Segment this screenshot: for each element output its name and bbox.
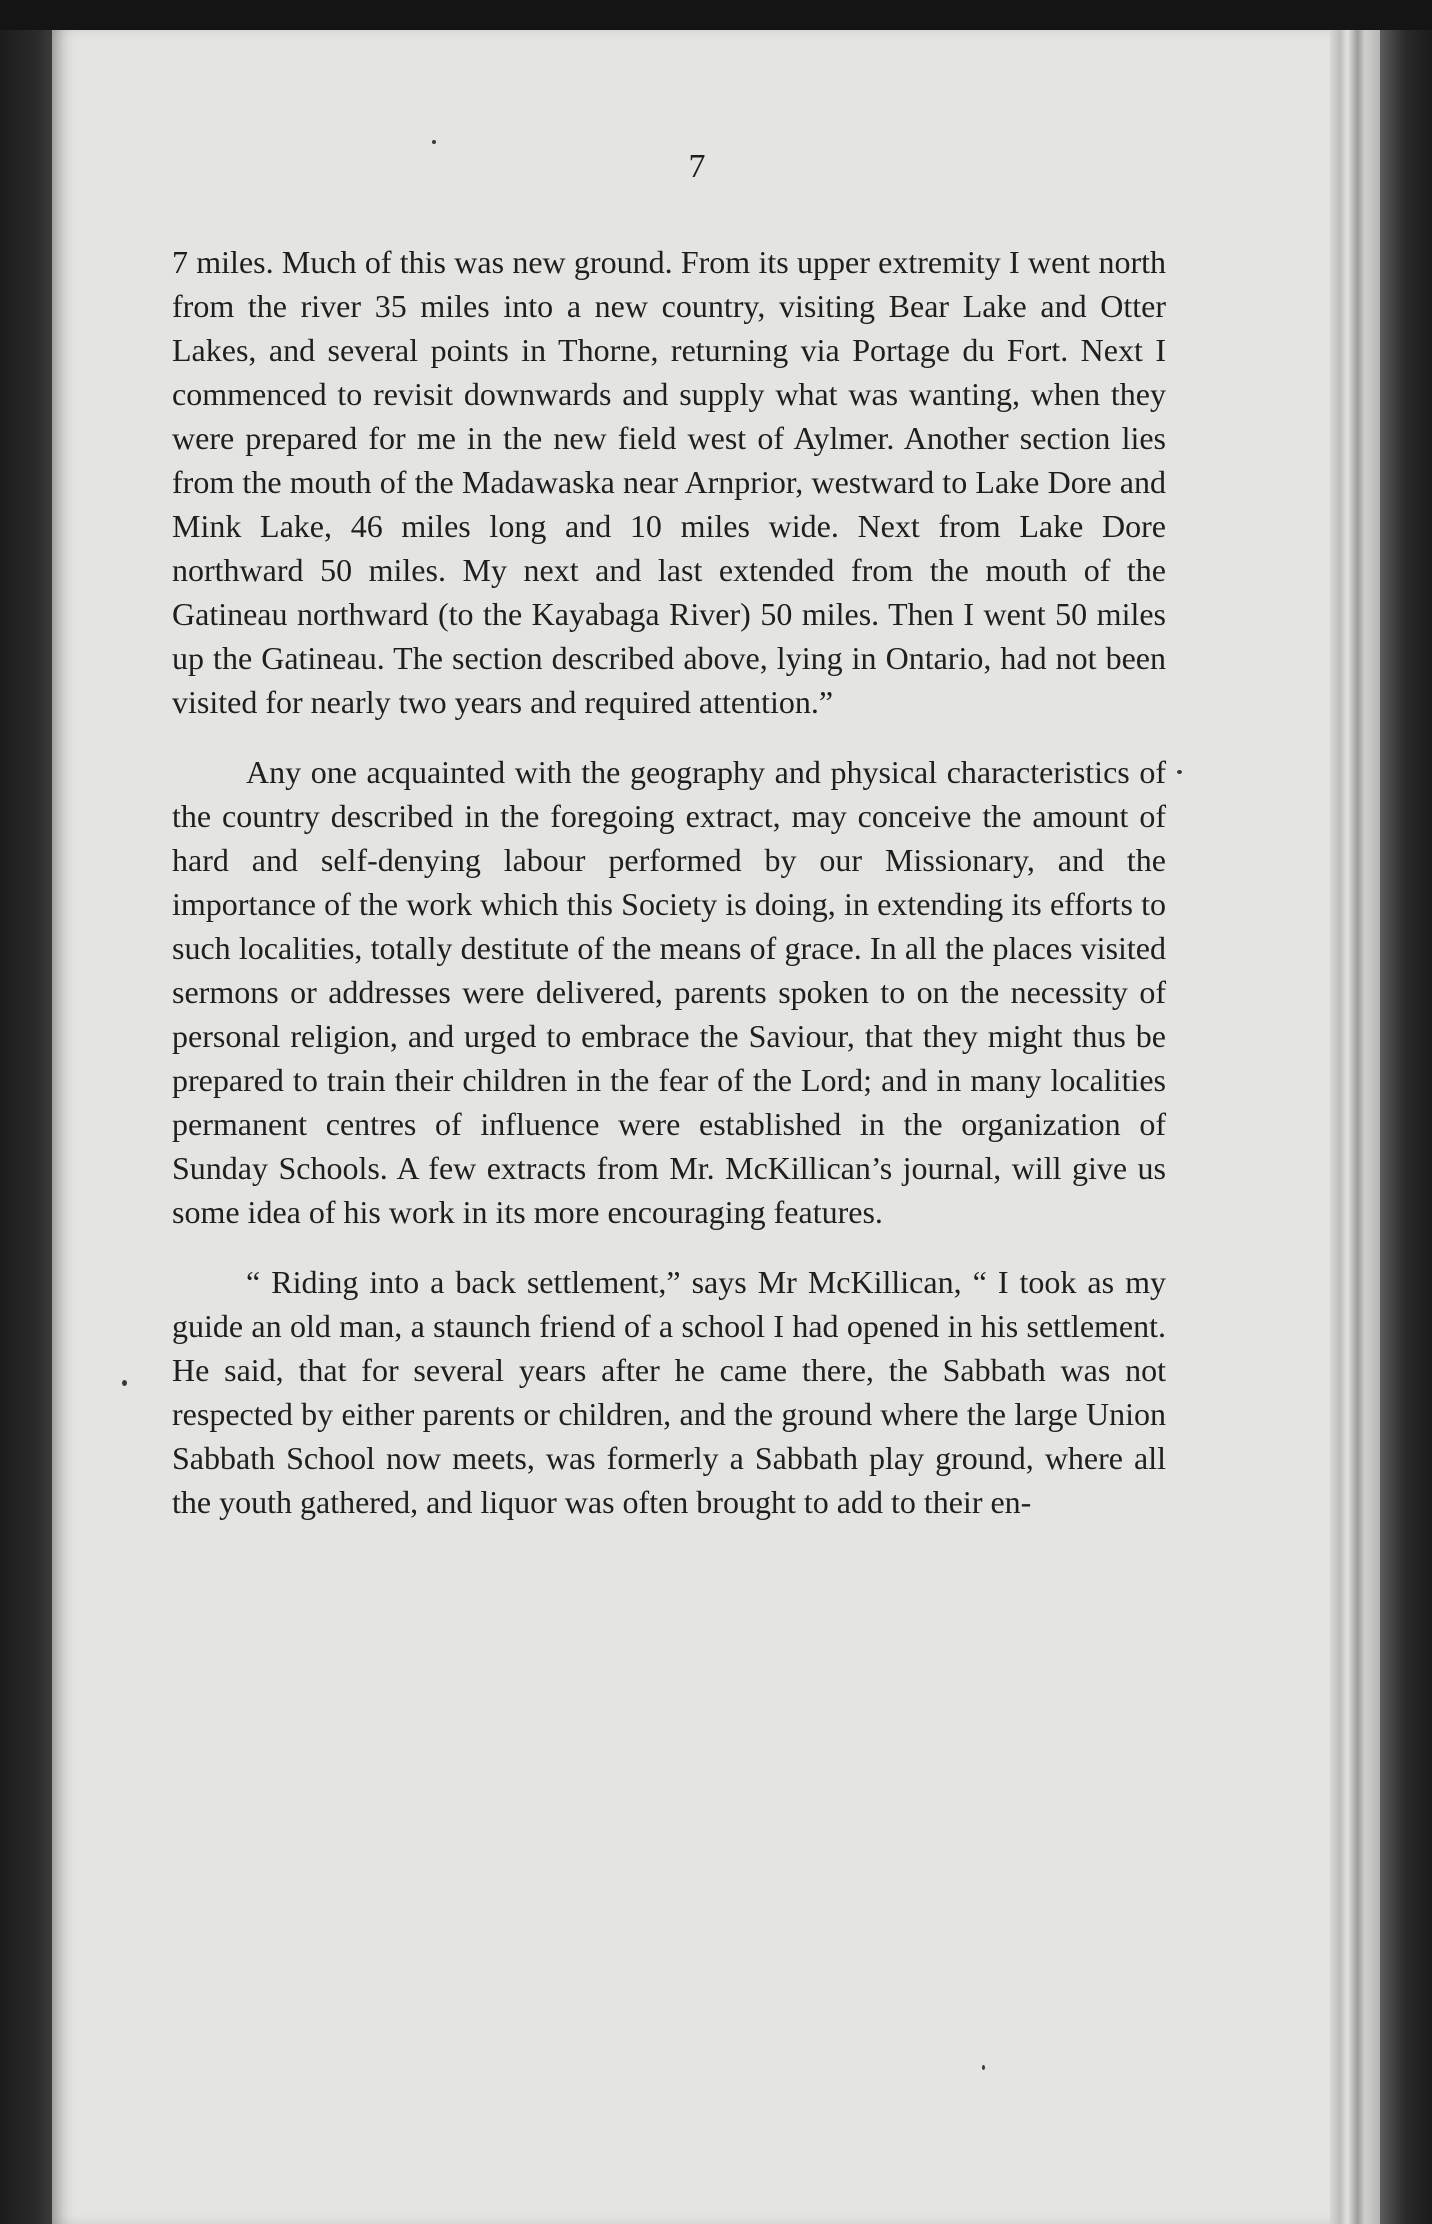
page-gutter xyxy=(1330,30,1380,2224)
dust-speck xyxy=(1177,770,1182,774)
paragraph-2: Any one acquainted with the geography and physical characteristics of the country described in the foregoing extract, may conceive the amount of hard and self-denying labour performed by our Missionary, and the importance of the work which this Society is doing, in extending its efforts to such localities, totally destitute of the means of grace. In all the places visited sermons or addresses were delivered, parents spoken to on the necessity of personal religion, and urged to embrace the Saviour, that they might thus be prepared to train their children in the fear of the Lord; and in many localities permanent centres of influence were established in the organization of Sunday Schools. A few extracts from Mr. McKillican’s journal, will give us some idea of his work in its more encouraging features. xyxy=(172,754,1166,1230)
paragraph-3: “ Riding into a back settlement,” says Mr McKillican, “ I took as my guide an old man, a staunch friend of a school I had opened in his settlement. He said, that for several years after he came there, the Sabbath was not respected by either parents or children, and the ground where the large Union Sabbath School now meets, was formerly a Sabbath play ground, where all the youth gathered, and liquor was often brought to add to their en- xyxy=(172,1264,1166,1520)
dust-speck xyxy=(432,140,436,144)
body-text xyxy=(172,240,1166,1550)
dust-speck xyxy=(982,2065,985,2070)
book-page xyxy=(52,30,1372,2224)
scan-left-border xyxy=(0,30,52,2224)
paragraph-1: 7 miles. Much of this was new ground. From its upper extremity I went north from the river 35 miles into a new country, visiting Bear Lake and Otter Lakes, and several points in Thorne, returning via Portage du Fort. Next I commenced to revisit downwards and supply what was wanting, when they were prepared for me in the new field west of Aylmer. Another section lies from the mouth of the Madawaska near Arnprior, westward to Lake Dore and Mink Lake, 46 miles long and 10 miles wide. Next from Lake Dore northward 50 miles. My next and last extended from the mouth of the Gatineau northward (to the Kayabaga River) 50 miles. Then I went 50 miles up the Gatineau. The section described above, lying in Ontario, had not been visited for nearly two years and required attention.” xyxy=(172,244,1166,720)
scan-right-border xyxy=(1380,30,1432,2224)
page-number: 7 xyxy=(688,148,706,185)
dust-speck xyxy=(122,1380,127,1386)
